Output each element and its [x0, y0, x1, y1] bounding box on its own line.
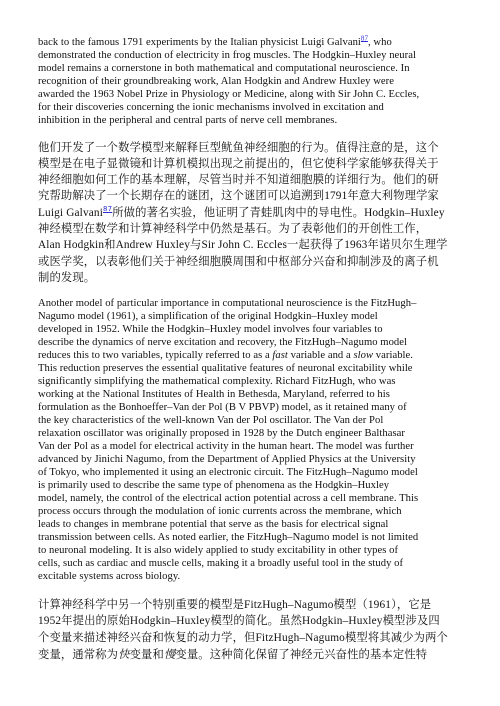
latin-run: Sir John C. Eccles	[201, 239, 287, 252]
latin-run: Luigi Galvani	[38, 206, 104, 219]
text-run: 模型（	[333, 597, 368, 611]
text-run: model, namely, the control of the electrical action potential across a cell membrane. This	[38, 493, 419, 505]
text-line	[38, 570, 464, 583]
text-line	[38, 414, 464, 427]
text-line	[38, 140, 464, 156]
text-run: working at the National Institutes of Health in Bethesda, Maryland, referred to his	[38, 388, 390, 400]
text-run: for their discoveries concerning the ionic mechanisms involved in excitation and	[38, 102, 384, 114]
citation-link[interactable]: 87	[103, 204, 113, 213]
text-line	[38, 613, 464, 630]
text-run: the key characteristics of the well-known Van der Pol oscillator. The Van der Pol	[38, 414, 384, 426]
english-paragraph	[38, 297, 464, 584]
text-run: 究帮助解决了一个长期存在的谜团，这个谜团可以追溯到	[38, 188, 325, 202]
text-line	[38, 36, 464, 49]
text-line	[38, 156, 464, 172]
text-run: variable.	[373, 349, 413, 361]
text-run: is primarily used to describe the same type of phenomena as the Hodgkin–Huxley	[38, 480, 390, 492]
text-line	[38, 518, 464, 531]
text-line	[38, 188, 464, 205]
text-line	[38, 114, 464, 127]
text-run: relaxation oscillator was originally proposed in 1928 by the Dutch engineer Balthasar	[38, 427, 405, 439]
text-line	[38, 427, 464, 440]
text-line	[38, 362, 464, 375]
text-line	[38, 505, 464, 518]
text-run: 模型涉及四	[382, 614, 440, 628]
latin-run: 1963	[344, 239, 368, 252]
text-run: back to the famous 1791 experiments by the Italian physicist Luigi Galvani	[38, 37, 361, 48]
text-line	[38, 310, 464, 323]
emphasized-term: 慢	[163, 647, 176, 661]
text-line	[38, 440, 464, 453]
text-run: 模型将其减少为两个	[344, 631, 449, 645]
text-run: 个变量来描述神经兴奋和恢复的动力学，但	[38, 631, 256, 645]
latin-run: Hodgkin–Huxley	[364, 206, 445, 219]
text-run: inhibition in the peripheral and central parts of nerve cell membranes.	[38, 115, 338, 127]
document-page	[38, 36, 464, 674]
latin-run: Hodgkin–Huxley	[302, 615, 383, 628]
text-run: Van der Pol as a model for electrical activity in the human heart. The model was further	[38, 441, 414, 453]
text-line	[38, 221, 464, 237]
chinese-paragraph	[38, 140, 464, 285]
text-line	[38, 544, 464, 557]
text-line	[38, 531, 464, 544]
text-run: 和	[104, 238, 116, 252]
text-line	[38, 254, 464, 270]
text-run: describe the dynamics of nerve excitation and recovery, the FitzHugh–Nagumo model	[38, 336, 408, 348]
text-line	[38, 205, 464, 222]
text-line	[38, 401, 464, 414]
latin-run: Andrew Huxley	[115, 239, 190, 252]
text-run: significantly simplifying the mathematical complexity. Richard FitzHugh, who was	[38, 375, 396, 387]
text-run: , who	[368, 37, 392, 48]
text-run: cells, such as cardiac and muscle cells, making it a broadly useful tool in the study of	[38, 558, 404, 570]
text-run: 他们开发了一个数学模型来解释巨型鱿鱼神经细胞的行为。值得注意的是，这个	[38, 141, 439, 155]
text-line	[38, 349, 464, 362]
text-run: recognition of their groundbreaking work, Alan Hodgkin and Andrew Huxley were	[38, 76, 395, 88]
latin-run: Alan Hodgkin	[38, 239, 105, 252]
latin-run: 1791	[324, 189, 348, 202]
chinese-paragraph	[38, 597, 464, 663]
text-line	[38, 49, 464, 62]
text-line	[38, 647, 464, 663]
text-line	[38, 62, 464, 75]
text-line	[38, 492, 464, 505]
text-run: awarded the 1963 Nobel Prize in Physiology or Medicine, along with Sir John C. Eccles,	[38, 89, 420, 101]
text-line	[38, 88, 464, 101]
text-run: transmission between cells. As noted earlier, the FitzHugh–Nagumo model is not limited	[38, 532, 419, 544]
emphasized-term: fast	[272, 349, 288, 361]
text-line	[38, 375, 464, 388]
text-run: to neuronal modeling. It is also widely applied to study excitability in other types of	[38, 545, 399, 557]
text-line	[38, 597, 464, 614]
latin-run: FitzHugh–Nagumo	[244, 598, 334, 611]
emphasized-term: slow	[353, 349, 374, 361]
text-line	[38, 75, 464, 88]
text-line	[38, 557, 464, 570]
text-run: variable and a	[287, 349, 354, 361]
text-run: 年意大利物理学家	[347, 188, 439, 202]
text-run: reduces this to two variables, typically referred to as a	[38, 349, 273, 361]
text-line	[38, 453, 464, 466]
text-line	[38, 630, 464, 647]
text-line	[38, 270, 464, 286]
text-run: advanced by Jinichi Nagumo, from the Department of Applied Physics at the University	[38, 454, 416, 466]
text-run: 神经模型在数学和计算神经科学中仍然是基石。为了表彰他们的开创性工作，	[38, 222, 428, 236]
text-run: model remains a cornerstone in both mathematical and computational neuroscience. In	[38, 63, 410, 75]
text-line	[38, 172, 464, 188]
text-line	[38, 297, 464, 310]
text-run: of Tokyo, who implemented it using an electronic circuit. The FitzHugh–Nagumo model	[38, 467, 418, 479]
text-run: 与	[190, 238, 202, 252]
emphasized-term: 快	[118, 647, 130, 661]
text-line	[38, 101, 464, 114]
text-run: 年提出的原始	[61, 614, 130, 628]
text-line	[38, 237, 464, 254]
text-run: 变量，通常称为	[38, 647, 119, 661]
text-run: 年诺贝尔生理学	[367, 238, 448, 252]
latin-run: 1961	[367, 598, 392, 611]
text-run: Nagumo model (1961), a simplification of the original Hodgkin–Huxley model	[38, 310, 378, 322]
latin-run: Hodgkin–Huxley	[129, 615, 211, 628]
text-run: ），它是	[391, 597, 432, 611]
text-run: 一起获得了	[287, 238, 345, 252]
text-line	[38, 466, 464, 479]
latin-run: 1952	[38, 615, 62, 628]
text-run: demonstrated the conduction of electricity in frog muscles. The Hodgkin–Huxley neural	[38, 50, 416, 62]
text-run: 或医学奖，以表彰他们关于神经细胞膜周围和中枢部分兴奋和抑制涉及的离子机	[38, 254, 439, 268]
text-run: excitable systems across biology.	[38, 571, 181, 583]
text-run: This reduction preserves the essential qualitative features of neuronal excitability while	[38, 362, 413, 374]
text-run: 计算神经科学中另一个特别重要的模型是	[38, 597, 245, 611]
text-line	[38, 323, 464, 336]
text-run: 神经细胞如何工作的基本理解，尽管当时并不知道细胞膜的详细行为。他们的研	[38, 172, 439, 186]
text-run: leads to changes in membrane potential that serve as the basis for electrical signal	[38, 519, 389, 531]
text-run: 模型是在电子显微镜和计算机模拟出现之前提出的，但它使科学家能够获得关于	[38, 157, 439, 171]
text-run: 所做的著名实验，他证明了青蛙肌肉中的导电性。	[112, 205, 365, 219]
text-run: 模型的简化。虽然	[210, 614, 303, 628]
text-line	[38, 388, 464, 401]
text-line	[38, 336, 464, 349]
latin-run: FitzHugh–Nagumo	[255, 632, 345, 645]
text-run: 制的发现。	[38, 270, 96, 284]
text-run: Another model of particular importance in computational neuroscience is the FitzHugh–	[38, 297, 417, 309]
english-paragraph	[38, 36, 464, 127]
text-line	[38, 479, 464, 492]
text-run: formulation as the Bonhoeffer–Van der Pol (B V PBVP) model, as it retained many of	[38, 401, 407, 413]
text-run: developed in 1952. While the Hodgkin–Huxley model involves four variables to	[38, 323, 383, 335]
text-run: 变量。这种简化保留了神经元兴奋性的基本定性特	[175, 647, 428, 661]
citation-link[interactable]: 87	[360, 34, 369, 43]
text-run: 变量和	[129, 647, 164, 661]
text-run: process occurs through the modulation of ionic currents across the membrane, which	[38, 506, 402, 518]
